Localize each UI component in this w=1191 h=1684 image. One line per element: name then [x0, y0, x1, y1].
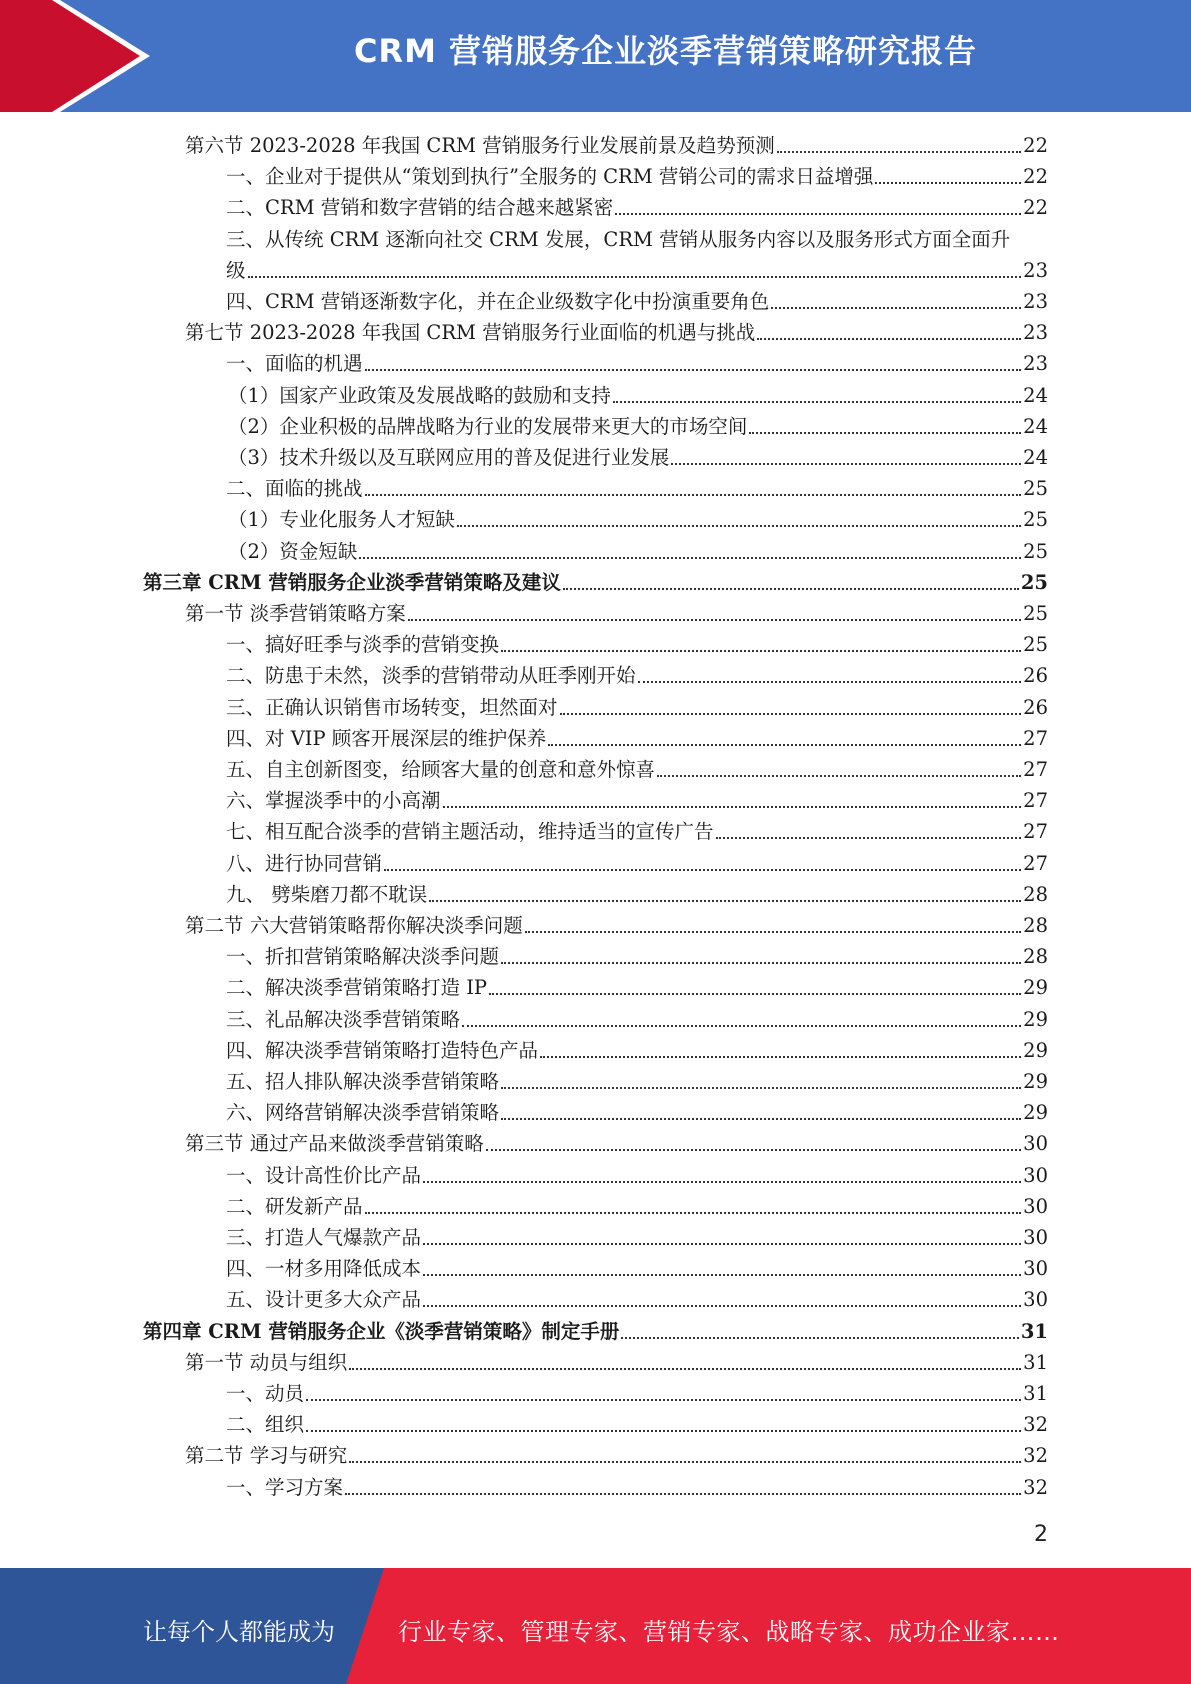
- toc-entry-page: 28: [1023, 882, 1048, 906]
- toc-dot-leader: [349, 1368, 1021, 1370]
- toc-entry-page: 29: [1023, 976, 1048, 1000]
- toc-entry-title: 二、CRM 营销和数字营销的结合越来越紧密: [226, 196, 614, 220]
- toc-entry-page: 30: [1023, 1257, 1048, 1281]
- toc-entry-title: 第二节 六大营销策略帮你解决淡季问题: [185, 914, 523, 937]
- report-title: CRM 营销服务企业淡季营销策略研究报告: [353, 32, 978, 70]
- toc-entry-page: 24: [1023, 383, 1048, 407]
- toc-entry-page: 22: [1023, 134, 1048, 157]
- toc-entry-page: 23: [1023, 290, 1048, 313]
- toc-dot-leader: [615, 213, 1021, 215]
- toc-dot-leader: [423, 1181, 1021, 1183]
- page-number: 2: [1034, 1522, 1048, 1547]
- toc-entry-page: 26: [1023, 695, 1048, 719]
- toc-entry[interactable]: [226, 1375, 1048, 1406]
- toc-entry-title: 三、礼品解决淡季营销策略: [226, 1007, 461, 1031]
- toc-entry-page: 31: [1023, 1350, 1048, 1374]
- toc-dot-leader: [560, 713, 1022, 715]
- toc-entry-page: 30: [1023, 1194, 1048, 1218]
- toc-entry-page: 27: [1023, 820, 1048, 844]
- toc-dot-leader: [365, 369, 1022, 371]
- toc-entry[interactable]: [185, 1344, 1048, 1375]
- toc-entry-title: 一、设计高性价比产品: [226, 1163, 422, 1187]
- toc-entry[interactable]: [226, 1094, 1048, 1125]
- toc-entry-title: 一、动员: [226, 1382, 305, 1405]
- toc-dot-leader: [875, 182, 1021, 184]
- toc-dot-leader: [462, 1025, 1021, 1027]
- toc-entry-title: 四、一材多用降低成本: [226, 1257, 422, 1281]
- toc-entry-title: （1）专业化服务人才短缺: [228, 508, 455, 532]
- toc-entry-page: 31: [1020, 1319, 1048, 1343]
- toc-entry-title: 四、解决淡季营销策略打造特色产品: [226, 1038, 539, 1062]
- toc-entry-title: 二、组织: [226, 1413, 305, 1437]
- toc-entry-page: 23: [1023, 352, 1048, 376]
- toc-entry-title: 第三章 CRM 营销服务企业淡季营销策略及建议: [143, 570, 561, 594]
- toc-entry[interactable]: [228, 501, 1048, 532]
- toc-entry[interactable]: [226, 1032, 1048, 1063]
- toc-entry[interactable]: [185, 127, 1048, 158]
- toc-entry[interactable]: [185, 1437, 1048, 1468]
- toc-entry-page: 30: [1023, 1132, 1048, 1156]
- toc-entry[interactable]: [226, 845, 1048, 876]
- toc-entry[interactable]: [226, 158, 1048, 189]
- toc-entry[interactable]: [228, 408, 1048, 439]
- toc-entry-title: 第一节 淡季营销策略方案: [185, 602, 406, 625]
- toc-entry-title: （2）企业积极的品牌战略为行业的发展带来更大的市场空间: [228, 414, 748, 438]
- header-arrow-decoration: [0, 0, 160, 112]
- toc-entry[interactable]: [226, 1001, 1048, 1032]
- page-footer: [0, 1568, 1191, 1684]
- toc-entry[interactable]: [226, 782, 1048, 813]
- toc-dot-leader: [486, 1149, 1021, 1151]
- toc-entry-title: 七、相互配合淡季的营销主题活动，维持适当的宣传广告: [226, 820, 714, 844]
- toc-entry-page: 31: [1023, 1382, 1048, 1405]
- toc-dot-leader: [408, 619, 1021, 621]
- toc-entry-title: （3）技术升级以及互联网应用的普及促进行业发展: [228, 446, 670, 469]
- toc-entry-page: 29: [1023, 1038, 1048, 1062]
- toc-chapter-entry[interactable]: [143, 1313, 1048, 1344]
- toc-entry[interactable]: [185, 314, 1048, 345]
- toc-entry-title: 第四章 CRM 营销服务企业《淡季营销策略》制定手册: [143, 1319, 620, 1343]
- toc-entry-page: 25: [1023, 539, 1048, 563]
- toc-entry[interactable]: [226, 1157, 1048, 1188]
- toc-dot-leader: [657, 775, 1021, 777]
- toc-entry[interactable]: [226, 938, 1048, 969]
- toc-entry-page: 28: [1023, 914, 1048, 937]
- toc-dot-leader: [771, 307, 1021, 309]
- toc-dot-leader: [457, 525, 1021, 527]
- toc-entry-page: 25: [1023, 633, 1048, 657]
- toc-entry-page: 32: [1023, 1475, 1048, 1499]
- toc-dot-leader: [671, 463, 1021, 465]
- toc-entry-page: 22: [1023, 165, 1048, 189]
- toc-entry[interactable]: [228, 533, 1048, 564]
- toc-entry-page: 27: [1023, 726, 1048, 750]
- toc-dot-leader: [501, 1118, 1021, 1120]
- toc-dot-leader: [716, 837, 1022, 839]
- toc-entry-page: 26: [1023, 664, 1048, 688]
- toc-dot-leader: [501, 962, 1021, 964]
- toc-dot-leader: [306, 1430, 1021, 1432]
- footer-slogan-right: 行业专家、管理专家、营销专家、战略专家、成功企业家……: [398, 1618, 1060, 1646]
- toc-entry-page: 23: [1023, 258, 1048, 282]
- toc-dot-leader: [349, 1461, 1021, 1463]
- toc-entry-title: 二、研发新产品: [226, 1194, 363, 1218]
- toc-entry-page: 22: [1023, 196, 1048, 220]
- toc-entry-page: 23: [1023, 321, 1048, 345]
- toc-entry-title: 五、招人排队解决淡季营销策略: [226, 1070, 500, 1093]
- toc-entry-title: （1）国家产业政策及发展战略的鼓励和支持: [228, 383, 611, 407]
- toc-entry[interactable]: [226, 1469, 1048, 1500]
- toc-entry[interactable]: [226, 657, 1048, 688]
- toc-entry[interactable]: [226, 876, 1048, 907]
- toc-dot-leader: [757, 338, 1021, 340]
- toc-entry[interactable]: [228, 439, 1048, 470]
- toc-entry-title: 第六节 2023-2028 年我国 CRM 营销服务行业发展前景及趋势预测: [185, 134, 775, 157]
- toc-dot-leader: [749, 432, 1021, 434]
- toc-dot-leader: [621, 1337, 1018, 1339]
- toc-entry-page: 29: [1023, 1101, 1048, 1125]
- toc-entry[interactable]: [226, 1188, 1048, 1219]
- toc-entry[interactable]: [226, 1219, 1048, 1250]
- toc-entry-title: 二、解决淡季营销策略打造 IP: [226, 976, 488, 1000]
- toc-entry[interactable]: [226, 345, 1048, 376]
- toc-entry-page: 28: [1023, 945, 1048, 969]
- toc-entry-title: 一、企业对于提供从“策划到执行”全服务的 CRM 营销公司的需求日益增强: [226, 165, 874, 189]
- toc-dot-leader: [540, 1056, 1021, 1058]
- toc-entry-page: 24: [1023, 446, 1048, 469]
- toc-entry-title: 三、打造人气爆款产品: [226, 1226, 422, 1249]
- toc-entry[interactable]: [228, 377, 1048, 408]
- toc-entry[interactable]: [226, 1063, 1048, 1094]
- toc-entry-title: 一、搞好旺季与淡季的营销变换: [226, 633, 500, 657]
- toc-entry-title: 六、网络营销解决淡季营销策略: [226, 1101, 500, 1125]
- toc-entry-page: 24: [1023, 414, 1048, 438]
- toc-entry[interactable]: [226, 221, 1048, 252]
- toc-dot-leader: [501, 1087, 1021, 1089]
- toc-dot-leader: [638, 681, 1022, 683]
- toc-entry[interactable]: [185, 595, 1048, 626]
- toc-entry-page: 32: [1023, 1413, 1048, 1437]
- toc-entry-title: 三、从传统 CRM 逐渐向社交 CRM 发展，CRM 营销从服务内容以及服务形式方面全面升: [226, 227, 1011, 251]
- toc-entry[interactable]: [226, 969, 1048, 1000]
- toc-entry[interactable]: [185, 907, 1048, 938]
- toc-dot-leader: [365, 494, 1022, 496]
- toc-entry-title: 二、面临的挑战: [226, 477, 363, 501]
- toc-entry[interactable]: [226, 720, 1048, 751]
- toc-entry-title: 五、设计更多大众产品: [226, 1288, 422, 1312]
- toc-entry-page: 25: [1023, 602, 1048, 625]
- toc-dot-leader: [423, 1243, 1021, 1245]
- toc-entry-page: 27: [1023, 758, 1048, 781]
- toc-entry[interactable]: [226, 189, 1048, 220]
- toc-entry-title: 四、对 VIP 顾客开展深层的维护保养: [226, 726, 547, 750]
- toc-entry-page: 27: [1023, 851, 1048, 875]
- toc-entry-title: 五、自主创新图变，给顾客大量的创意和意外惊喜: [226, 758, 656, 781]
- toc-chapter-entry[interactable]: [143, 564, 1048, 595]
- toc-dot-leader: [429, 900, 1021, 902]
- toc-entry-title: 八、进行协同营销: [226, 851, 383, 875]
- toc-dot-leader: [384, 869, 1021, 871]
- toc-entry-page: 29: [1023, 1007, 1048, 1031]
- toc-entry-title: 三、正确认识销售市场转变，坦然面对: [226, 695, 558, 719]
- toc-entry-title: 一、学习方案: [226, 1475, 344, 1499]
- toc-dot-leader: [548, 744, 1021, 746]
- toc-dot-leader: [777, 151, 1021, 153]
- toc-entry-page: 30: [1023, 1163, 1048, 1187]
- toc-dot-leader: [501, 650, 1021, 652]
- toc-entry-title: 二、防患于未然，淡季的营销带动从旺季刚开始: [226, 664, 636, 688]
- toc-dot-leader: [306, 1399, 1021, 1401]
- toc-dot-leader: [613, 401, 1021, 403]
- toc-entry[interactable]: [185, 1125, 1048, 1156]
- footer-slogan-left: 让每个人都能成为: [143, 1618, 335, 1646]
- toc-entry-title: 第三节 通过产品来做淡季营销策略: [185, 1132, 484, 1156]
- toc-entry[interactable]: [226, 1250, 1048, 1281]
- toc-entry-page: 32: [1023, 1444, 1048, 1468]
- toc-dot-leader: [365, 1212, 1022, 1214]
- toc-entry[interactable]: [226, 813, 1048, 844]
- toc-entry[interactable]: [226, 252, 1048, 283]
- toc-entry[interactable]: [226, 470, 1048, 501]
- toc-dot-leader: [345, 1493, 1021, 1495]
- toc-entry-title: 第二节 学习与研究: [185, 1444, 348, 1468]
- toc-entry[interactable]: [226, 626, 1048, 657]
- toc-entry[interactable]: [226, 689, 1048, 720]
- toc-entry-page: 27: [1023, 789, 1048, 813]
- toc-entry-title: （2）资金短缺: [228, 539, 358, 563]
- toc-dot-leader: [423, 1274, 1021, 1276]
- toc-dot-leader: [443, 806, 1022, 808]
- toc-dot-leader: [489, 993, 1021, 995]
- toc-entry-title: 第一节 动员与组织: [185, 1350, 348, 1374]
- toc-entry-title: 一、折扣营销策略解决淡季问题: [226, 945, 500, 969]
- report-header: [0, 0, 1191, 112]
- toc-entry-title: 一、面临的机遇: [226, 352, 363, 376]
- toc-dot-leader: [563, 588, 1019, 590]
- toc-entry-page: 25: [1023, 477, 1048, 501]
- toc-dot-leader: [248, 276, 1022, 278]
- toc-entry[interactable]: [226, 1281, 1048, 1312]
- toc-dot-leader: [359, 557, 1021, 559]
- toc-entry-page: 25: [1020, 570, 1048, 594]
- toc-dot-leader: [423, 1305, 1021, 1307]
- toc-entry-page: 30: [1023, 1226, 1048, 1249]
- toc-entry-page: 25: [1023, 508, 1048, 532]
- toc-entry-title: 级: [226, 258, 246, 282]
- toc-dot-leader: [525, 931, 1021, 933]
- toc-entry-page: 29: [1023, 1070, 1048, 1093]
- toc-entry[interactable]: [226, 751, 1048, 782]
- toc-entry-title: 四、CRM 营销逐渐数字化，并在企业级数字化中扮演重要角色: [226, 290, 770, 313]
- toc-entry-title: 九、 劈柴磨刀都不耽误: [226, 882, 428, 906]
- toc-entry[interactable]: [226, 1406, 1048, 1437]
- toc-entry-page: 30: [1023, 1288, 1048, 1312]
- toc-entry-title: 第七节 2023-2028 年我国 CRM 营销服务行业面临的机遇与挑战: [185, 321, 756, 345]
- toc-entry-title: 六、掌握淡季中的小高潮: [226, 789, 441, 813]
- toc-entry[interactable]: [226, 283, 1048, 314]
